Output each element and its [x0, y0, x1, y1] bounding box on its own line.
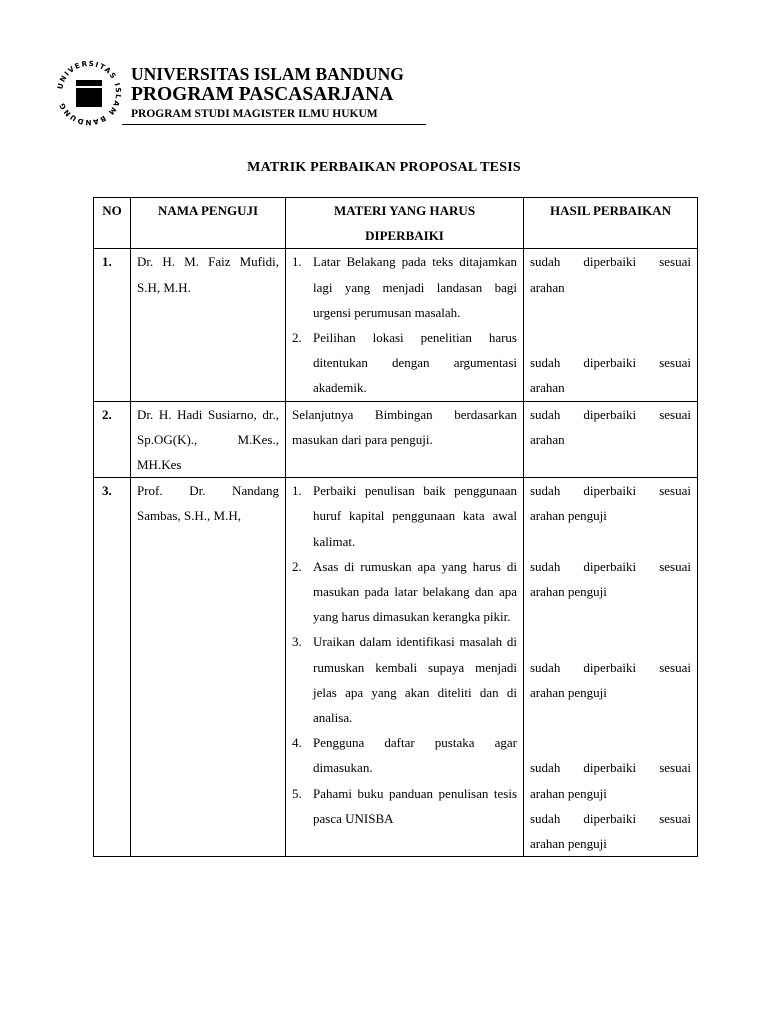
list-item	[292, 325, 517, 401]
result-text: arahan penguji	[530, 836, 607, 852]
material-cell	[286, 249, 524, 401]
list-item	[292, 478, 517, 554]
item-text: Peilihan lokasi penelitian harus ditentukan dengan argumentasi akademik.	[313, 330, 517, 396]
item-number: 5.	[292, 785, 302, 801]
item-text: Pahami buku panduan penulisan tesis pasca UNISBA	[313, 785, 517, 826]
letterhead	[131, 64, 404, 121]
list-item	[292, 249, 517, 325]
header-result: HASIL PERBAIKAN	[524, 198, 698, 249]
material-cell: Selanjutnya Bimbingan berdasarkan masukan dari para penguji.	[286, 401, 524, 478]
document-title: MATRIK PERBAIKAN PROPOSAL TESIS	[247, 160, 521, 175]
header-examiner: NAMA PENGUJI	[131, 198, 286, 249]
table-row	[94, 249, 698, 401]
item-number: 1.	[292, 483, 302, 499]
university-logo	[52, 56, 126, 130]
program-name: PROGRAM PASCASARJANA	[131, 84, 394, 105]
item-number: 3.	[292, 634, 302, 650]
result-text: sudah diperbaiki sesuai	[530, 483, 691, 499]
row-number: 3.	[94, 478, 131, 857]
material-cell	[286, 478, 524, 857]
letterhead-divider	[122, 124, 426, 125]
header-no: NO	[94, 198, 131, 249]
result-text: sudah diperbaiki sesuai	[530, 659, 691, 675]
result-text: sudah diperbaiki sesuai	[530, 810, 691, 826]
result-text: sudah diperbaiki sesuai	[530, 254, 691, 270]
result-text: arahan penguji	[530, 584, 607, 600]
table-row	[94, 478, 698, 857]
list-item	[292, 730, 517, 780]
result-text: arahan penguji	[530, 508, 607, 524]
item-text: Asas di rumuskan apa yang harus di masukan pada latar belakang dan apa yang harus dimasukan kerangka pikir.	[313, 558, 517, 625]
result-text: arahan penguji	[530, 785, 607, 801]
result-text: arahan	[530, 431, 565, 447]
row-number: 2.	[94, 401, 131, 478]
revision-matrix-table	[93, 197, 698, 857]
header-material-line2: DIPERBAIKI	[365, 228, 444, 244]
header-material	[286, 198, 524, 249]
row-number: 1.	[94, 249, 131, 401]
result-text: arahan	[530, 279, 565, 295]
list-item	[292, 554, 517, 630]
item-text: Perbaiki penulisan baik penggunaan huruf kapital penggunaan kata awal kalimat.	[313, 483, 517, 549]
result-text: sudah diperbaiki sesuai	[530, 355, 691, 371]
result-cell	[524, 249, 698, 401]
list-item	[292, 781, 517, 831]
examiner-name: Dr. H. Hadi Susiarno, dr., Sp.OG(K)., M.Kes., MH.Kes	[131, 401, 286, 478]
table-header-row	[94, 198, 698, 249]
header-material-line1: MATERI YANG HARUS	[333, 203, 476, 218]
item-number: 2.	[292, 330, 302, 346]
result-text: arahan	[530, 380, 565, 396]
logo-ring-text: UNIVERSITAS ISLAM BANDUNG	[55, 58, 124, 128]
result-cell	[524, 401, 698, 478]
item-text: Pengguna daftar pustaka agar dimasukan.	[313, 735, 517, 776]
item-number: 2.	[292, 558, 302, 574]
examiner-name: Dr. H. M. Faiz Mufidi, S.H, M.H.	[131, 249, 286, 401]
list-item	[292, 629, 517, 730]
item-number: 1.	[292, 254, 302, 270]
item-text: Latar Belakang pada teks ditajamkan lagi yang menjadi landasan bagi urgensi perumusan masalah.	[313, 254, 517, 320]
result-text: sudah diperbaiki sesuai	[530, 406, 691, 422]
result-text: arahan penguji	[530, 684, 607, 700]
university-name: UNIVERSITAS ISLAM BANDUNG	[131, 64, 404, 84]
result-text: sudah diperbaiki sesuai	[530, 760, 691, 776]
examiner-name: Prof. Dr. Nandang Sambas, S.H., M.H,	[131, 478, 286, 857]
result-text: sudah diperbaiki sesuai	[530, 558, 691, 574]
item-text: Uraikan dalam identifikasi masalah di rumuskan kembali supaya menjadi jelas apa yang akan diteliti dan di analisa.	[313, 634, 517, 726]
table-row	[94, 401, 698, 478]
result-cell	[524, 478, 698, 857]
item-number: 4.	[292, 735, 302, 751]
study-program-name: PROGRAM STUDI MAGISTER ILMU HUKUM	[131, 108, 378, 120]
